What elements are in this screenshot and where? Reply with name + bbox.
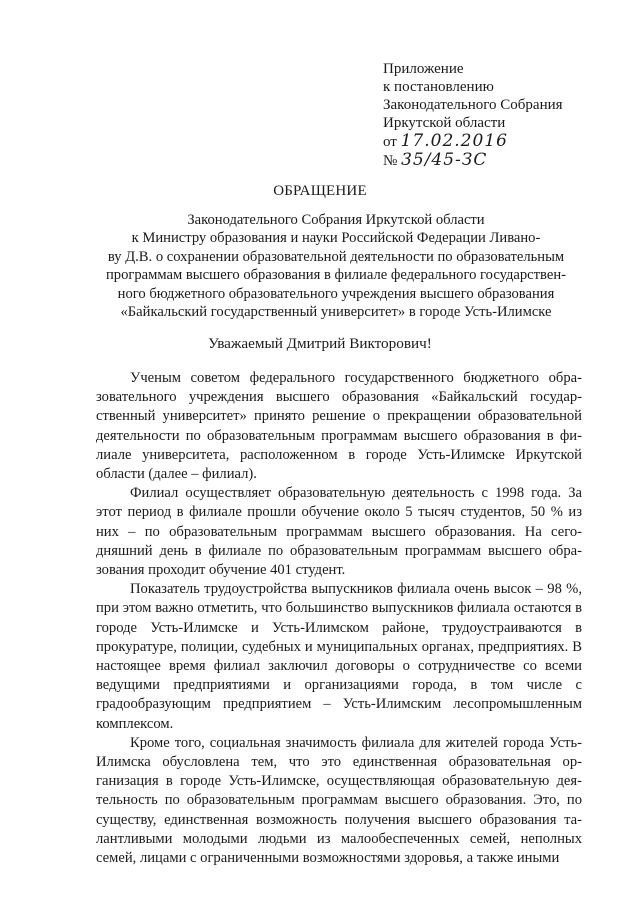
- annex-line: Законодательного Собрания: [383, 97, 563, 113]
- number-prefix: №: [383, 153, 398, 169]
- subject-line: ву Д.В. о сохранении образовательной деятельности по образовательным: [107, 248, 565, 265]
- annex-line: к постановлению: [383, 79, 494, 95]
- handwritten-date: 17.02.2016: [400, 131, 508, 151]
- body-paragraph: Ученым советом федерального государственного бюджетного образовательного учреждения высшего образования «Байкальский государственный университет» принято решение о прекращении образовательной деятельности по образовательным программам высшего образования в филиале университета, расположенном в городе Усть-Илимске Иркутской области (далее – филиал).: [96, 370, 582, 483]
- date-prefix: от: [383, 134, 397, 150]
- greeting: Уважаемый Дмитрий Викторович!: [208, 335, 432, 352]
- subject-line: программам высшего образования в филиале федерального государствен-: [105, 267, 566, 284]
- body-paragraph: Филиал осуществляет образовательную деятельность с 1998 года. За этот период в филиале прошли обучение около 5 тысяч студентов, 50 % из них – по образовательным программам высшего образования. На сегодняшний день в филиале по образовательным программам высшего образования проходит обучение 401 студент.: [96, 485, 582, 579]
- annex-line: Иркутской области: [383, 115, 506, 131]
- document-title: ОБРАЩЕНИЕ: [273, 183, 367, 199]
- body-paragraph: Кроме того, социальная значимость филиала для жителей города Усть-Илимска обусловлена тем, что это единственная образовательная организация в городе Усть-Илимске, осуществляющая образовательную деятельность по образовательным программам высшего образования. Это, по существу, единственная возможность получения высшего образования талантливыми молодыми людьми из малообеспеченных семей, неполных семей, лицами с ограниченными возможностями здоровья, а также иными: [96, 734, 582, 867]
- document-subject: [96, 211, 576, 321]
- annex-number-row: [383, 151, 563, 170]
- subject-line: «Байкальский государственный университет» в городе Усть-Илимске: [120, 304, 552, 321]
- handwritten-number: 35/45-ЗС: [401, 150, 488, 170]
- annex-heading: Приложение: [383, 61, 464, 77]
- document-body: [96, 369, 582, 868]
- subject-line: Законодательного Собрания Иркутской области: [187, 212, 485, 228]
- subject-line: ного бюджетного образовательного учреждения высшего образования: [117, 285, 555, 302]
- body-paragraph: Показатель трудоустройства выпускников филиала очень высок – 98 %, при этом важно отметить, что большинство выпускников филиала остаются в городе Усть-Илимске и Усть-Илимском районе, трудоустраиваются в прокуратуре, полиции, судебных и муниципальных органах, предприятиях. В настоящее время филиал заключил договоры о сотрудничестве со всеми ведущими предприятиями и организациями города, в том числе с градообразующим предприятием – Усть-Илимским лесопромышленным комплексом.: [96, 581, 582, 732]
- annex-date-row: [383, 132, 563, 151]
- subject-line: к Министру образования и науки Российской Федерации Ливано-: [131, 230, 541, 247]
- annex-block: [383, 60, 563, 170]
